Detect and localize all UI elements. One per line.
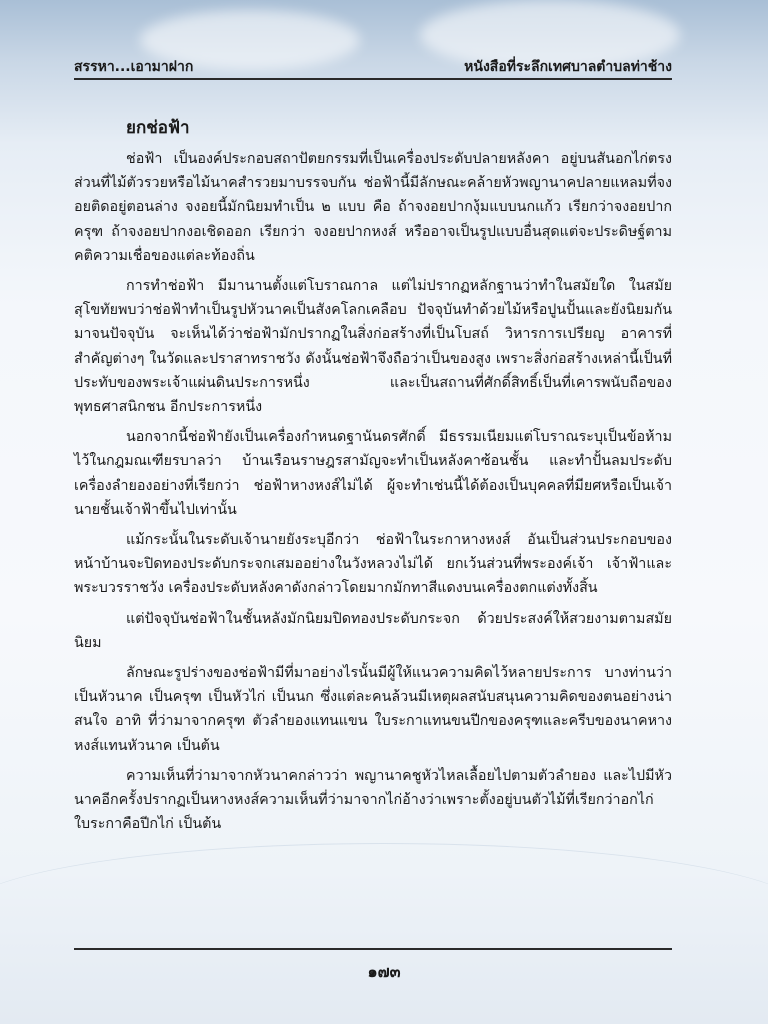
header-section-label: สรรหา...เอามาฝาก <box>74 59 194 75</box>
paragraph: นอกจากนี้ช่อฟ้ายังเป็นเครื่องกำหนดฐานันดรศักดิ์ มีธรรมเนียมแต่โบราณระบุเป็นข้อห้ามไว้ในกฎมณเฑียรบาลว่า บ้านเรือนราษฎรสามัญจะทำเป็นหลังคาซ้อนชั้น และทำปั้นลมประดับเครื่องลำยองอย่างที่เรียกว่า ช่อฟ้าหางหงส์ไม่ได้ ผู้จะทำเช่นนี้ได้ต้องเป็นบุคคลที่มียศหรือเป็นเจ้านายชั้นเจ้าฟ้าขึ้นไปเท่านั้น <box>74 429 672 518</box>
article-title: ยกช่อฟ้า <box>126 118 190 138</box>
header-divider <box>74 78 672 80</box>
page-header <box>74 56 672 80</box>
paragraph: แต่ปัจจุบันช่อฟ้าในชั้นหลังมักนิยมปิดทองประดับกระจก ด้วยประสงค์ให้สวยงามตามสมัยนิยม <box>74 610 672 651</box>
paragraph: ลักษณะรูปร่างของช่อฟ้ามีที่มาอย่างไรนั้นมีผู้ให้แนวความคิดไว้หลายประการ บางท่านว่าเป็นหัวนาค เป็นครุฑ เป็นหัวไก่ เป็นนก ซึ่งแต่ละคนล้วนมีเหตุผลสนับสนุนความคิดของตนอย่างน่าสนใจ อาทิ ที่ว่ามาจากครุฑ ตัวลำยองแทนแขน ใบระกาแทนขนปีกของครุฑและครีบของนาคหางหงส์แทนหัวนาค เป็นต้น <box>74 665 672 754</box>
paragraph: แม้กระนั้นในระดับเจ้านายยังระบุอีกว่า ช่อฟ้าในระกาหางหงส์ อันเป็นส่วนประกอบของหน้าบ้านจะปิดทองประดับกระจกเสมออย่างในวังหลวงไม่ได้ ยกเว้นส่วนที่พระองค์เจ้า เจ้าฟ้าและพระบวรราชวัง เครื่องประดับหลังคาดังกล่าวโดยมากมักทาสีแดงบนเครื่องตกแต่งทั้งสิ้น <box>74 532 672 597</box>
paragraph: ความเห็นที่ว่ามาจากหัวนาคกล่าวว่า พญานาคชูหัวไหลเลื้อยไปตามตัวลำยอง และไปมีหัวนาคอีกครั้งปรากฏเป็นหางหงส์ความเห็นที่ว่ามาจากไก่อ้างว่าเพราะตั้งอยู่บนตัวไม้ที่เรียกว่าอกไก่ใบระกาคือปีกไก่ เป็นต้น <box>74 767 672 833</box>
paragraph: ช่อฟ้า เป็นองค์ประกอบสถาปัตยกรรมที่เป็นเครื่องประดับปลายหลังคา อยู่บนสันอกไก่ตรงส่วนที่ไม้ตัวรวยหรือไม้นาคสำรวยมาบรรจบกัน ช่อฟ้านี้มีลักษณะคล้ายหัวพญานาคปลายแหลมที่จงอยติดอยู่ตอนล่าง จงอยนี้มักนิยมทำเป็น ๒ แบบ คือ ถ้าจงอยปากงุ้มแบบนกแก้ว เรียกว่าจงอยปากครุฑ ถ้าจงอยปากงอเชิดออก เรียกว่า จงอยปากหงส์ หรืออาจเป็นรูปแบบอื่นสุดแต่จะประดิษฐ์ตามคติความเชื่อของแต่ละท้องถิ่น <box>74 151 672 264</box>
header-book-title: หนังสือที่ระลึกเทศบาลตำบลท่าช้าง <box>464 59 672 75</box>
paragraph: การทำช่อฟ้า มีมานานตั้งแต่โบราณกาล แต่ไม่ปรากฏหลักฐานว่าทำในสมัยใด ในสมัยสุโขทัยพบว่าช่อฟ้าทำเป็นรูปหัวนาคเป็นสังคโลกเคลือบ ปัจจุบันทำด้วยไม้หรือปูนปั้นและยังนิยมกันมาจนปัจจุบัน จะเห็นได้ว่าช่อฟ้ามักปรากฏในสิ่งก่อสร้างที่เป็นโบสถ์ วิหารการเปรียญ อาคารที่สำคัญต่างๆ ในวัดและปราสาทราชวัง ดังนั้นช่อฟ้าจึงถือว่าเป็นของสูง เพราะสิ่งก่อสร้างเหล่านี้เป็นที่ประทับของพระเจ้าแผ่นดินประการหนึ่ง และเป็นสถานที่ศักดิ์สิทธิ์เป็นที่เคารพนับถือของพุทธศาสนิกชน อีกประการหนึ่ง <box>74 278 672 416</box>
page-number: ๑๗๓ <box>367 962 401 981</box>
footer-divider <box>74 948 672 950</box>
article-body <box>74 114 672 842</box>
